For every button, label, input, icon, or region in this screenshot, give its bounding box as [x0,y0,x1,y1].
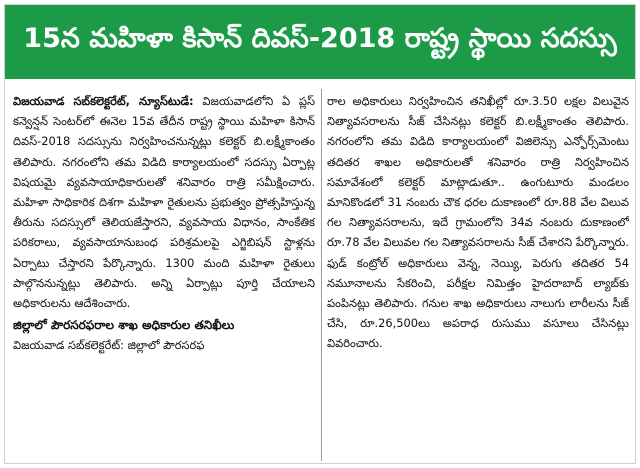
article-paragraph [13,91,315,313]
headline: 15న మహిళా కిసాన్ దివస్-2018 రాష్ట్ర స్థాయి సదస్సు [5,5,635,79]
article-text-3: రాల అధికారులు నిర్వహించిన తనిఖీల్లో రూ.3.50 లక్షల విలువైన నిత్యావసరాలను సీజ్ చేసినట్లు కలెక్టర్ బి.లక్ష్మీకాంతం తెలిపారు. నగరంలోని తమ విడిది కార్యాలయంలో విజిలెన్సు ఎన్ఫోర్స్‌మెంటు తదితర శాఖల అధికారులతో శనివారం రాత్రి నిర్వహించిన సమావేశంలో కలెక్టర్ మాట్లాడుతూ.. ఉంగుటూరు మండలం మానికొండలో 31 నంబరు చౌక ధరల దుకాణంలో రూ.88 వేల విలువ గల నిత్యావసరాలను, ఇదే గ్రామంలోని 34వ నంబరు దుకాణంలో రూ.78 వేల విలువల గల నిత్యావసరాలను సీజ్ చేశారని పేర్కొన్నారు. ఫుడ్ కంట్రోల్ అధికారులు వెన్న, నెయ్యి, పెరుగు తదితర 54 నమూనాలను సేకరించి, పరీక్షల నిమిత్తం హైదరాబాద్ ల్యాబ్‌కు పంపినట్లు తెలిపారు. గనుల శాఖ అధికారులు నాలుగు లారీలను సీజ్ చేసి, రూ.26,500లు అపరాధ రుసుము వసూలు చేసినట్లు వివరించారు. [327,94,629,351]
article-paragraph-3 [327,91,629,354]
article-paragraph-2 [13,335,315,355]
subheading: జిల్లాలో పౌరసరఫరాల శాఖ అధికారుల తనిఖీలు [13,318,235,333]
article-text-2: విజయవాడ సబ్‌కలెక్టరేట్: జిల్లాలో పౌరసరఫ [13,338,205,353]
article-left-column [13,91,315,461]
dateline: విజయవాడ సబ్‌కలెక్టరేట్, న్యూస్‌టుడే: [13,94,194,108]
article-right-column [327,91,629,461]
newspaper-clipping [4,4,636,464]
column-divider [321,89,322,461]
article-text: విజయవాడలోని ఏ ప్లస్ కన్వెన్షన్ సెంటర్‌లో ఈనెల 15వ తేదీన రాష్ట్ర స్థాయి మహిళా కిసాన్ దివస్-2018 సదస్సును నిర్వహించనున్నట్లు కలెక్టర్ బి.లక్ష్మీకాంతం తెలిపారు. నగరంలోని తమ విడిది కార్యాలయంలో సదస్సు ఏర్పాట్ల విషయమై వ్యవసాయాధికారులతో శనివారం రాత్రి సమీక్షించారు. మహిళా సాధికారిక దిశగా మహిళా రైతులను ప్రభుత్వం ప్రోత్సహిస్తున్న తీరును సదస్సులో తెలియజేస్తారని, వ్యవసాయ విధానం, సాంకేతిక పరికరాలు, వ్యవసాయానుబంధ పరిశ్రమలపై ఎగ్జిబిషన్ స్టాళ్లను ఏర్పాటు చేస్తారని పేర్కొన్నారు. 1300 మంది మహిళా రైతులు పాల్గొననున్నట్లు తెలిపారు. అన్ని ఏర్పాట్లు పూర్తి చేయాలని అధికారులను ఆదేశించారు. [13,94,315,311]
